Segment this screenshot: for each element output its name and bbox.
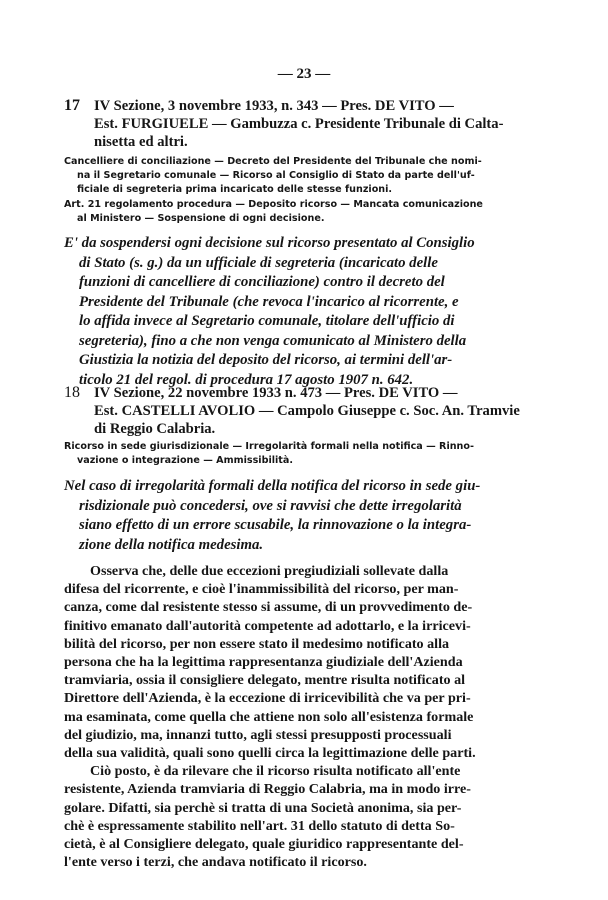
maxim-line: Ricorso in sede giurisdizionale — Irregolarità formali nella notifica — Rinno- — [64, 441, 474, 452]
body-line: chè è espressamente stabilito nell'art. 31 dello statuto di detta So- — [64, 817, 455, 834]
page-number: — 23 — — [277, 66, 331, 82]
body-line: della sua validità, quali sono quelli circa la legittimazione delle parti. — [64, 745, 476, 762]
maxim-line: Art. 21 regolamento procedura — Deposito ricorso — Mancata comunicazione — [64, 198, 483, 210]
body-line: l'ente verso i terzi, che andava notificato il ricorso. — [64, 854, 367, 871]
principle-line: siano effetto di un errore scusabile, la rinnovazione o la integra- — [79, 517, 472, 533]
entry-number-18: 18 — [64, 384, 80, 401]
body-line: tramviaria, ossia il consigliere delegato, mentre risulta notificato al — [64, 672, 466, 689]
maxim-line: ficiale di segreteria prima incaricato delle stesse funzioni. — [77, 184, 393, 196]
body-line: golare. Difatti, sia perchè si tratta di una Società anonima, sia per- — [64, 799, 462, 816]
body-line: Osserva che, delle due eccezioni pregiudiziali sollevate dalla — [90, 563, 449, 579]
principle-line: Giustizia la notizia del deposito del ricorso, ai termini dell'ar- — [79, 352, 453, 368]
entry-18-maxims — [64, 440, 552, 468]
maxim-line: Cancelliere di conciliazione — Decreto del Presidente del Tribunale che nomi- — [64, 156, 482, 167]
principle-line: di Stato (s. g.) da un ufficiale di segreteria (incaricato delle — [79, 254, 438, 271]
body-line: canza, come dal resistente stesso si assume, di un provvedimento de- — [64, 599, 473, 616]
body-line: difesa del ricorrente, e cioè l'inammissibilità del ricorso, per man- — [64, 581, 459, 598]
maxim-line: al Ministero — Sospensione di ogni decisione. — [77, 212, 325, 224]
maxim-line: vazione o integrazione — Ammissibilità. — [77, 455, 294, 467]
body-line: resistente, Azienda tramviaria di Reggio Calabria, ma in modo irre- — [64, 781, 471, 798]
principle-line: ticolo 21 del regol. di procedura 17 agosto 1907 n. 642. — [79, 371, 414, 388]
entry-17-maxims — [64, 155, 552, 226]
principle-line: Presidente del Tribunale (che revoca l'incarico al ricorrente, e — [79, 293, 459, 310]
heading-line: nisetta ed altri. — [94, 134, 188, 150]
entry-17-heading — [94, 97, 564, 151]
principle-line: Nel caso di irregolarità formali della notifica del ricorso in sede giu- — [64, 478, 481, 494]
principle-line: risdizionale può concedersi, ove si ravvisi che dette irregolarità — [79, 497, 462, 514]
entry-18-body — [64, 562, 554, 871]
principle-line: lo affida invece al Segretario comunale, titolare dell'ufficio di — [79, 313, 455, 329]
entry-18-heading — [94, 384, 564, 438]
principle-line: zione della notifica medesima. — [79, 536, 264, 553]
body-line: Ciò posto, è da rilevare che il ricorso risulta notificato all'ente — [90, 763, 461, 780]
entry-18-principle — [64, 477, 554, 555]
heading-line: IV Sezione, 3 novembre 1933, n. 343 — Pres. DE VITO — — [94, 98, 454, 114]
body-line: del giudizio, ma, innanzi tutto, agli stessi presupposti processuali — [64, 726, 452, 743]
heading-line: IV Sezione, 22 novembre 1933 n. 473 — Pres. DE VITO — — [94, 385, 458, 401]
body-line: Direttore dell'Azienda, è la eccezione di irricevibilità che va per pri- — [64, 690, 471, 707]
maxim-line: na il Segretario comunale — Ricorso al Consiglio di Stato da parte dell'uf- — [77, 170, 475, 182]
body-line: cietà, è al Consigliere delegato, quale giuridico rappresentante del- — [64, 836, 464, 853]
principle-line: E' da sospendersi ogni decisione sul ricorso presentato al Consiglio — [64, 235, 475, 251]
body-line: finitivo emanato dall'autorità competente ad adottarlo, e la irricevi- — [64, 617, 471, 634]
heading-line: Est. CASTELLI AVOLIO — Campolo Giuseppe c. Soc. An. Tramvie — [94, 403, 520, 419]
body-line: bilità del ricorso, per non essere stato il medesimo notificato alla — [64, 635, 450, 652]
heading-line: di Reggio Calabria. — [94, 421, 216, 437]
principle-line: segreteria), fino a che non venga comunicato al Ministero della — [79, 332, 467, 349]
body-line: persona che ha la legittima rappresentanza giudiziale dell'Azienda — [64, 654, 463, 671]
entry-17-principle — [64, 234, 554, 390]
entry-number-17: 17 — [64, 97, 80, 114]
body-line: ma esaminata, come quella che attiene non solo all'esistenza formale — [64, 708, 474, 725]
principle-line: funzioni di cancelliere di conciliazione) contro il decreto del — [79, 274, 445, 290]
heading-line: Est. FURGIUELE — Gambuzza c. Presidente Tribunale di Calta- — [94, 116, 504, 132]
